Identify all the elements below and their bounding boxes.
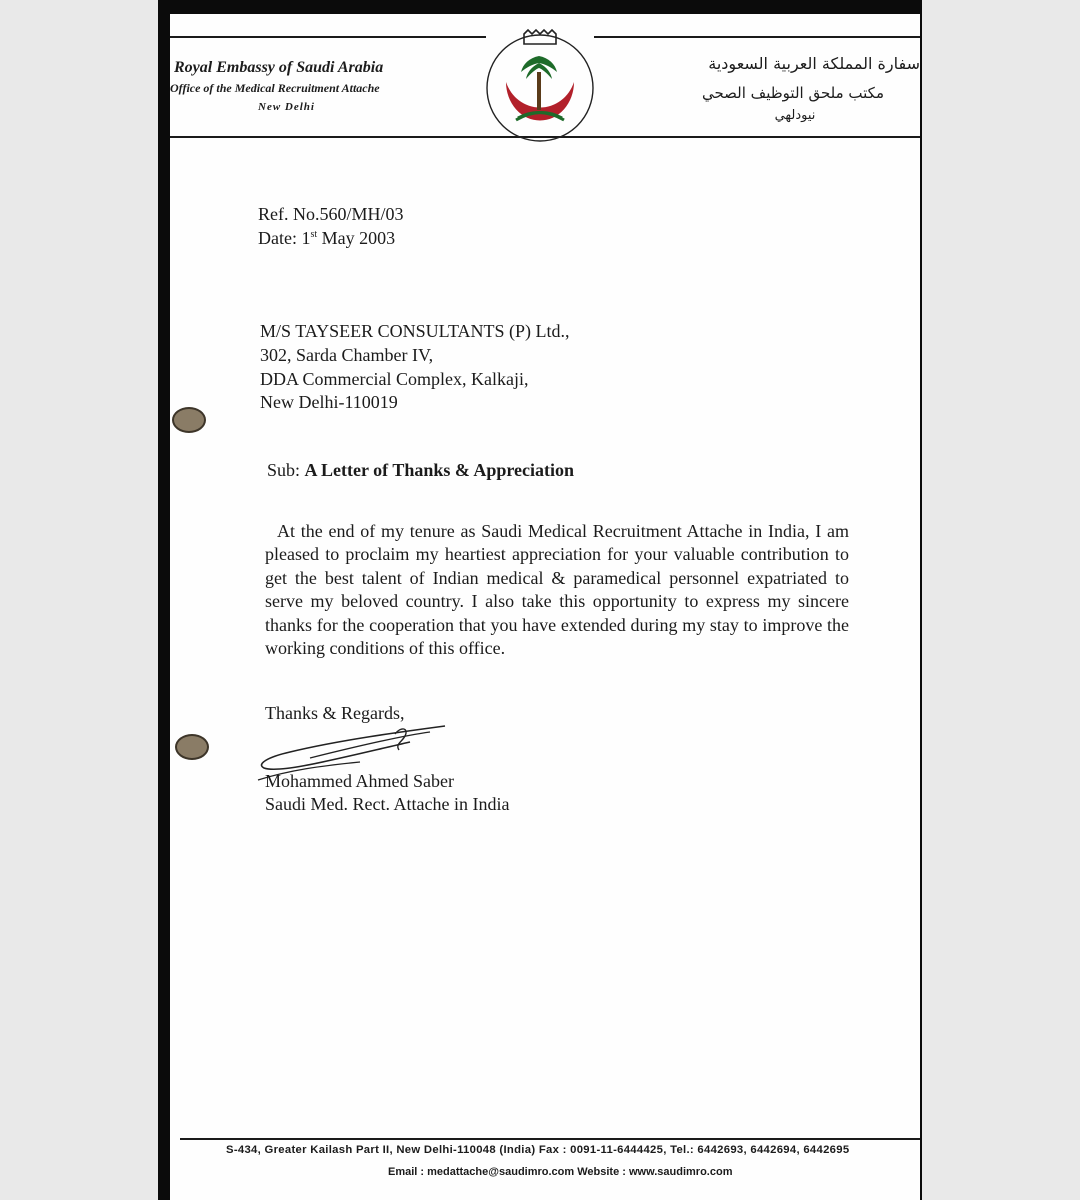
saudi-emblem-icon bbox=[486, 26, 594, 144]
signatory-title: Saudi Med. Rect. Attache in India bbox=[265, 794, 510, 814]
footer-address: S-434, Greater Kailash Part II, New Delhi-110048 (India) Fax : 0091-11-6444425, Tel.: 6442693, 6442694, 6442695 bbox=[226, 1144, 850, 1156]
letter-body: At the end of my tenure as Saudi Medical Recruitment Attache in India, I am pleased to proclaim my heartiest appreciation for your valuable contribution to get the best talent of Indian medical & paramedical personnel expatriated to serve my beloved country. I also take this opportunity to express my sincere thanks for the cooperation that you have extended during my stay to improve the working conditions of this office. bbox=[265, 521, 849, 659]
letterhead-city: New Delhi bbox=[258, 101, 315, 113]
subject-text: A Letter of Thanks & Appreciation bbox=[304, 460, 575, 480]
recipient-line-2: 302, Sarda Chamber IV, bbox=[260, 345, 434, 365]
letterhead-top-rule-right bbox=[594, 36, 920, 38]
letterhead-top-rule bbox=[170, 36, 486, 38]
scan-background-left bbox=[0, 0, 158, 1200]
letter-date-ordinal: st bbox=[310, 229, 318, 240]
punch-hole-top bbox=[172, 407, 206, 433]
signatory-name: Mohammed Ahmed Saber bbox=[265, 771, 454, 791]
letter-date-prefix: Date: 1 bbox=[258, 228, 311, 248]
letterhead-arabic-embassy: سفارة المملكة العربية السعودية bbox=[708, 54, 920, 73]
letterhead-embassy-name: Royal Embassy of Saudi Arabia bbox=[174, 59, 384, 76]
subject-line bbox=[267, 460, 574, 481]
footer-contact: Email : medattache@saudimro.com Website : www.saudimro.com bbox=[388, 1166, 733, 1178]
footer-rule bbox=[180, 1138, 920, 1140]
subject-prefix: Sub: bbox=[267, 460, 305, 480]
reference-number: Ref. No.560/MH/03 bbox=[258, 204, 404, 224]
scan-background-right bbox=[922, 0, 1080, 1200]
closing-salutation: Thanks & Regards, bbox=[265, 703, 405, 723]
letter-date-suffix: May 2003 bbox=[317, 228, 396, 248]
recipient-line-3: DDA Commercial Complex, Kalkaji, bbox=[260, 369, 529, 389]
letterhead-office-name: Office of the Medical Recruitment Attache bbox=[170, 81, 380, 95]
punch-hole-bottom bbox=[175, 734, 209, 760]
recipient-line-4: New Delhi-110019 bbox=[260, 392, 398, 412]
letterhead-arabic-office: مكتب ملحق التوظيف الصحي bbox=[701, 84, 884, 102]
recipient-line-1: M/S TAYSEER CONSULTANTS (P) Ltd., bbox=[260, 321, 570, 341]
letter-date bbox=[258, 228, 395, 249]
letterhead-arabic-city: نيودلهي bbox=[774, 108, 816, 123]
